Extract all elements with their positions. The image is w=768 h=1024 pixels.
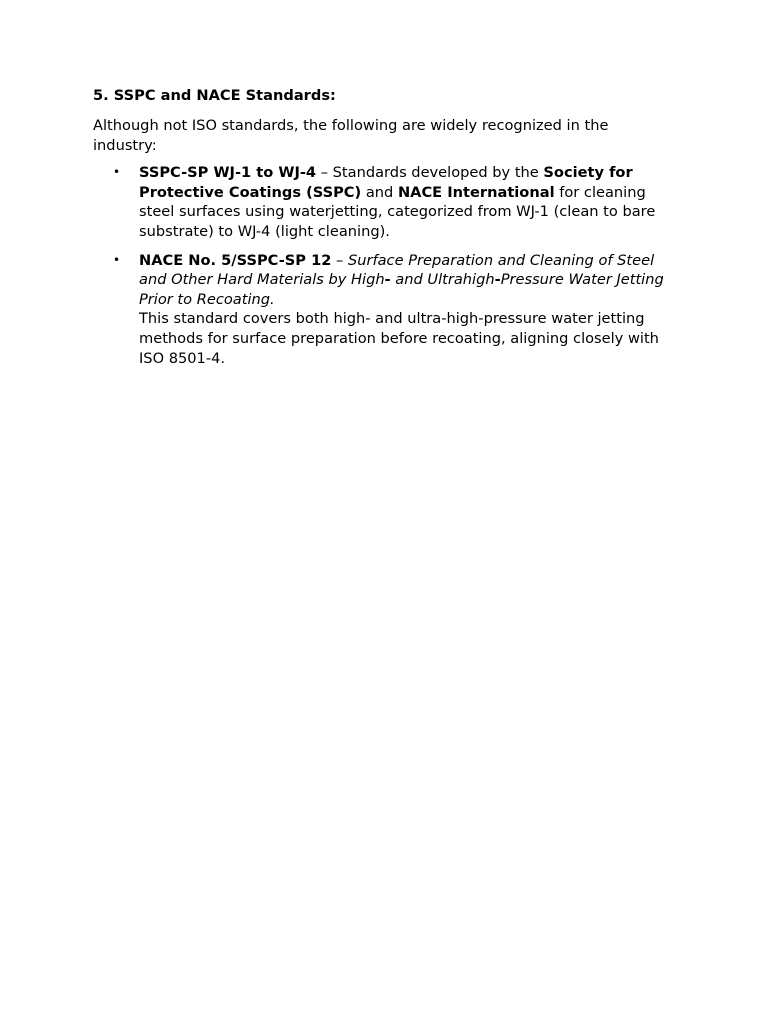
- item-dash: –: [316, 164, 333, 182]
- item-subtitle-dash: -: [494, 271, 501, 289]
- item-subtitle: Surface Preparation and Cleaning of Steel and Other Hard Materials by High: [139, 251, 655, 289]
- item-subtitle: and Ultrahigh: [390, 271, 495, 289]
- item-org: Society for Protective Coatings (SSPC): [139, 164, 633, 201]
- bullet-icon: •: [113, 165, 121, 180]
- section-heading: 5. SSPC and NACE Standards:: [93, 87, 336, 104]
- list-item-sspc-wj: [93, 163, 673, 241]
- bullet-icon: •: [113, 252, 121, 267]
- item-text: Standards developed by the: [332, 164, 544, 182]
- item-text: and: [361, 183, 398, 201]
- item-title: SSPC-SP WJ-1 to WJ-4: [139, 164, 317, 182]
- standards-list: [93, 163, 673, 368]
- section-intro: Although not ISO standards, the following are widely recognized in the industry:: [93, 117, 609, 154]
- item-dash: –: [331, 251, 348, 269]
- item-text: for cleaning steel surfaces using waterjetting, categorized from WJ-1 (clean to bare substrate) to WJ-4 (light cleaning).: [139, 183, 656, 240]
- item-description: This standard covers both high- and ultra-high-pressure water jetting methods for surface preparation before recoating, aligning closely with ISO 8501-4.: [139, 310, 659, 367]
- document-page: [93, 86, 673, 377]
- item-title: NACE No. 5/SSPC-SP 12: [139, 251, 332, 269]
- item-org: NACE International: [397, 183, 555, 201]
- list-item-nace-no5: [93, 251, 673, 369]
- item-subtitle-dash: -: [384, 271, 391, 289]
- item-subtitle: Pressure Water Jetting Prior to Recoating.: [139, 271, 664, 308]
